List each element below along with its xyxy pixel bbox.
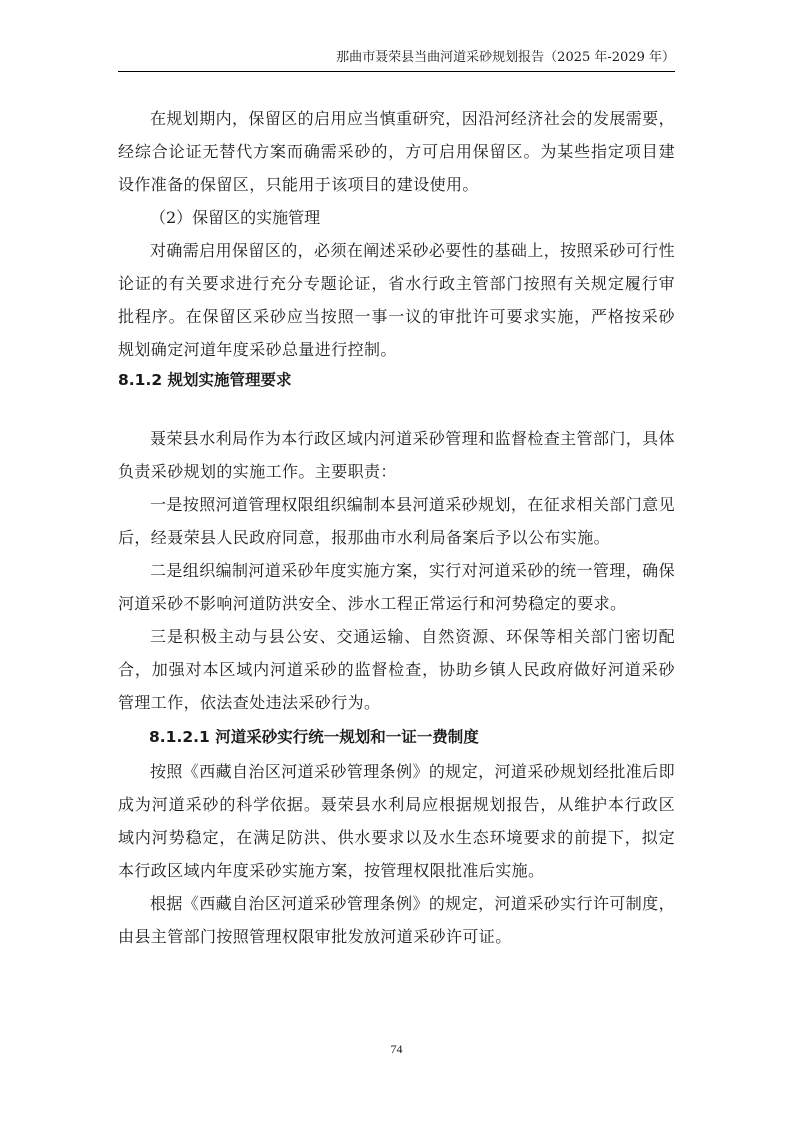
- document-body: [118, 102, 675, 953]
- paragraph-duty-two: 二是组织编制河道采砂年度实施方案，实行对河道采砂的统一管理，确保河道采砂不影响河道防洪安全、涉水工程正常运行和河势稳定的要求。: [118, 561, 675, 613]
- paragraph-reserve-area-activation: 在规划期内，保留区的启用应当慎重研究，因沿河经济社会的发展需要，经综合论证无替代方案而确需采砂的，方可启用保留区。为某些指定项目建设作准备的保留区，只能用于该项目的建设使用。: [118, 109, 675, 194]
- paragraph-reserve-area-management: 对确需启用保留区的，必须在阐述采砂必要性的基础上，按照采砂可行性论证的有关要求进行充分专题论证，省水行政主管部门按照有关规定履行审批程序。在保留区采砂应当按照一事一议的审批许可要求实施，严格按采砂规划确定河道年度采砂总量进行控制。: [118, 241, 675, 359]
- paragraph-duty-three: 三是积极主动与县公安、交通运输、自然资源、环保等相关部门密切配合，加强对本区域内河道采砂的监督检查，协助乡镇人民政府做好河道采砂管理工作，依法查处违法采砂行为。: [118, 627, 675, 712]
- running-header: 那曲市聂荣县当曲河道采砂规划报告（2025 年-2029 年）: [336, 50, 675, 65]
- paragraph-water-bureau-duties: 聂荣县水利局作为本行政区域内河道采砂管理和监督检查主管部门，具体负责采砂规划的实施工作。主要职责：: [118, 429, 675, 481]
- section-heading-8-1-2: 8.1.2 规划实施管理要求: [118, 371, 292, 389]
- section-heading-8-1-2-1: 8.1.2.1 河道采砂实行统一规划和一证一费制度: [149, 728, 479, 746]
- subsection-title-reserve-management: （2）保留区的实施管理: [150, 208, 321, 227]
- paragraph-permit-system: 根据《西藏自治区河道采砂管理条例》的规定，河道采砂实行许可制度，由县主管部门按照管理权限审批发放河道采砂许可证。: [118, 894, 675, 946]
- paragraph-duty-one: 一是按照河道管理权限组织编制本县河道采砂规划，在征求相关部门意见后，经聂荣县人民政府同意，报那曲市水利局备案后予以公布实施。: [118, 495, 675, 547]
- page-number: 74: [390, 1042, 403, 1056]
- header-rule: [118, 71, 675, 72]
- paragraph-regulation-planning-basis: 按照《西藏自治区河道采砂管理条例》的规定，河道采砂规划经批准后即成为河道采砂的科学依据。聂荣县水利局应根据规划报告，从维护本行政区域内河势稳定，在满足防洪、供水要求以及水生态环境要求的前提下，拟定本行政区域内年度采砂实施方案，按管理权限批准后实施。: [118, 762, 675, 880]
